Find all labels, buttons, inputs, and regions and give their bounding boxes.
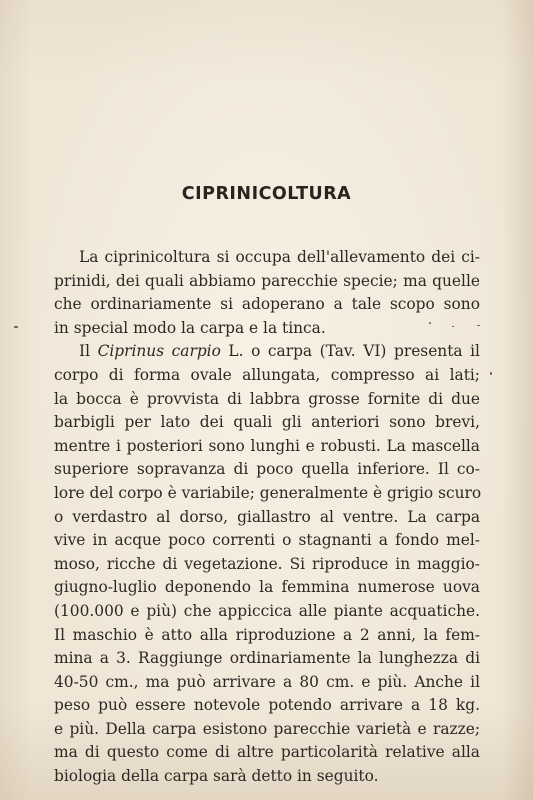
text-line: moso, ricche di vegetazione. Si riproduce in maggio- [54, 554, 480, 573]
text-line: 40-50 cm., ma può arrivare a 80 cm. e più. Anche il [54, 672, 480, 691]
paper-speck [452, 326, 454, 327]
text-line: o verdastro al dorso, giallastro al ventre. La carpa [54, 507, 480, 526]
paper-speck [14, 326, 18, 328]
paper-speck [490, 372, 492, 375]
text-line: lore del corpo è variabile; generalmente è grigio scuro [54, 483, 482, 502]
text-line: peso può essere notevole potendo arrivare a 18 kg. [54, 696, 480, 715]
text-line: in special modo la carpa e la tinca. [54, 318, 326, 337]
chapter-title: CIPRINICOLTURA [181, 184, 352, 204]
text-run: Il [79, 342, 98, 361]
text-line: (100.000 e più) che appiccica alle piante acquatiche. [54, 601, 480, 620]
text-line: biologia della carpa sarà detto in seguito. [54, 767, 379, 786]
body-text [54, 246, 480, 789]
text-line [54, 340, 480, 364]
text-line: la bocca è provvista di labbra grosse fornite di due [54, 389, 480, 408]
text-line: superiore sopravanza di poco quella inferiore. Il co- [54, 460, 480, 479]
text-line: Il maschio è atto alla riproduzione a 2 anni, la fem- [54, 625, 480, 644]
text-line: barbigli per lato dei quali gli anteriori sono brevi, [54, 413, 480, 432]
text-line: mentre i posteriori sono lunghi e robusti. La mascella [54, 436, 480, 455]
paper-speck [477, 325, 480, 326]
text-line: mina a 3. Raggiunge ordinariamente la lunghezza di [54, 649, 480, 668]
text-line: e più. Della carpa esistono parecchie varietà e razze; [54, 719, 480, 738]
text-line: ma di questo come di altre particolarità relative alla [54, 743, 480, 762]
text-line: giugno-luglio deponendo la femmina numerose uova [54, 578, 480, 597]
text-line: La ciprinicoltura si occupa dell'allevamento dei ci- [79, 248, 480, 266]
paper-speck [429, 322, 431, 324]
text-line: corpo di forma ovale allungata, compresso ai lati; [54, 365, 480, 384]
text-line: prinidi, dei quali abbiamo parecchie specie; ma quelle [54, 271, 480, 290]
text-line: vive in acque poco correnti o stagnanti a fondo mel- [54, 531, 480, 550]
species-name: Ciprinus carpio [97, 342, 221, 361]
text-line: che ordinariamente si adoperano a tale scopo sono [54, 295, 480, 314]
text-run: L. o carpa (Tav. VI) presenta il [220, 342, 480, 361]
